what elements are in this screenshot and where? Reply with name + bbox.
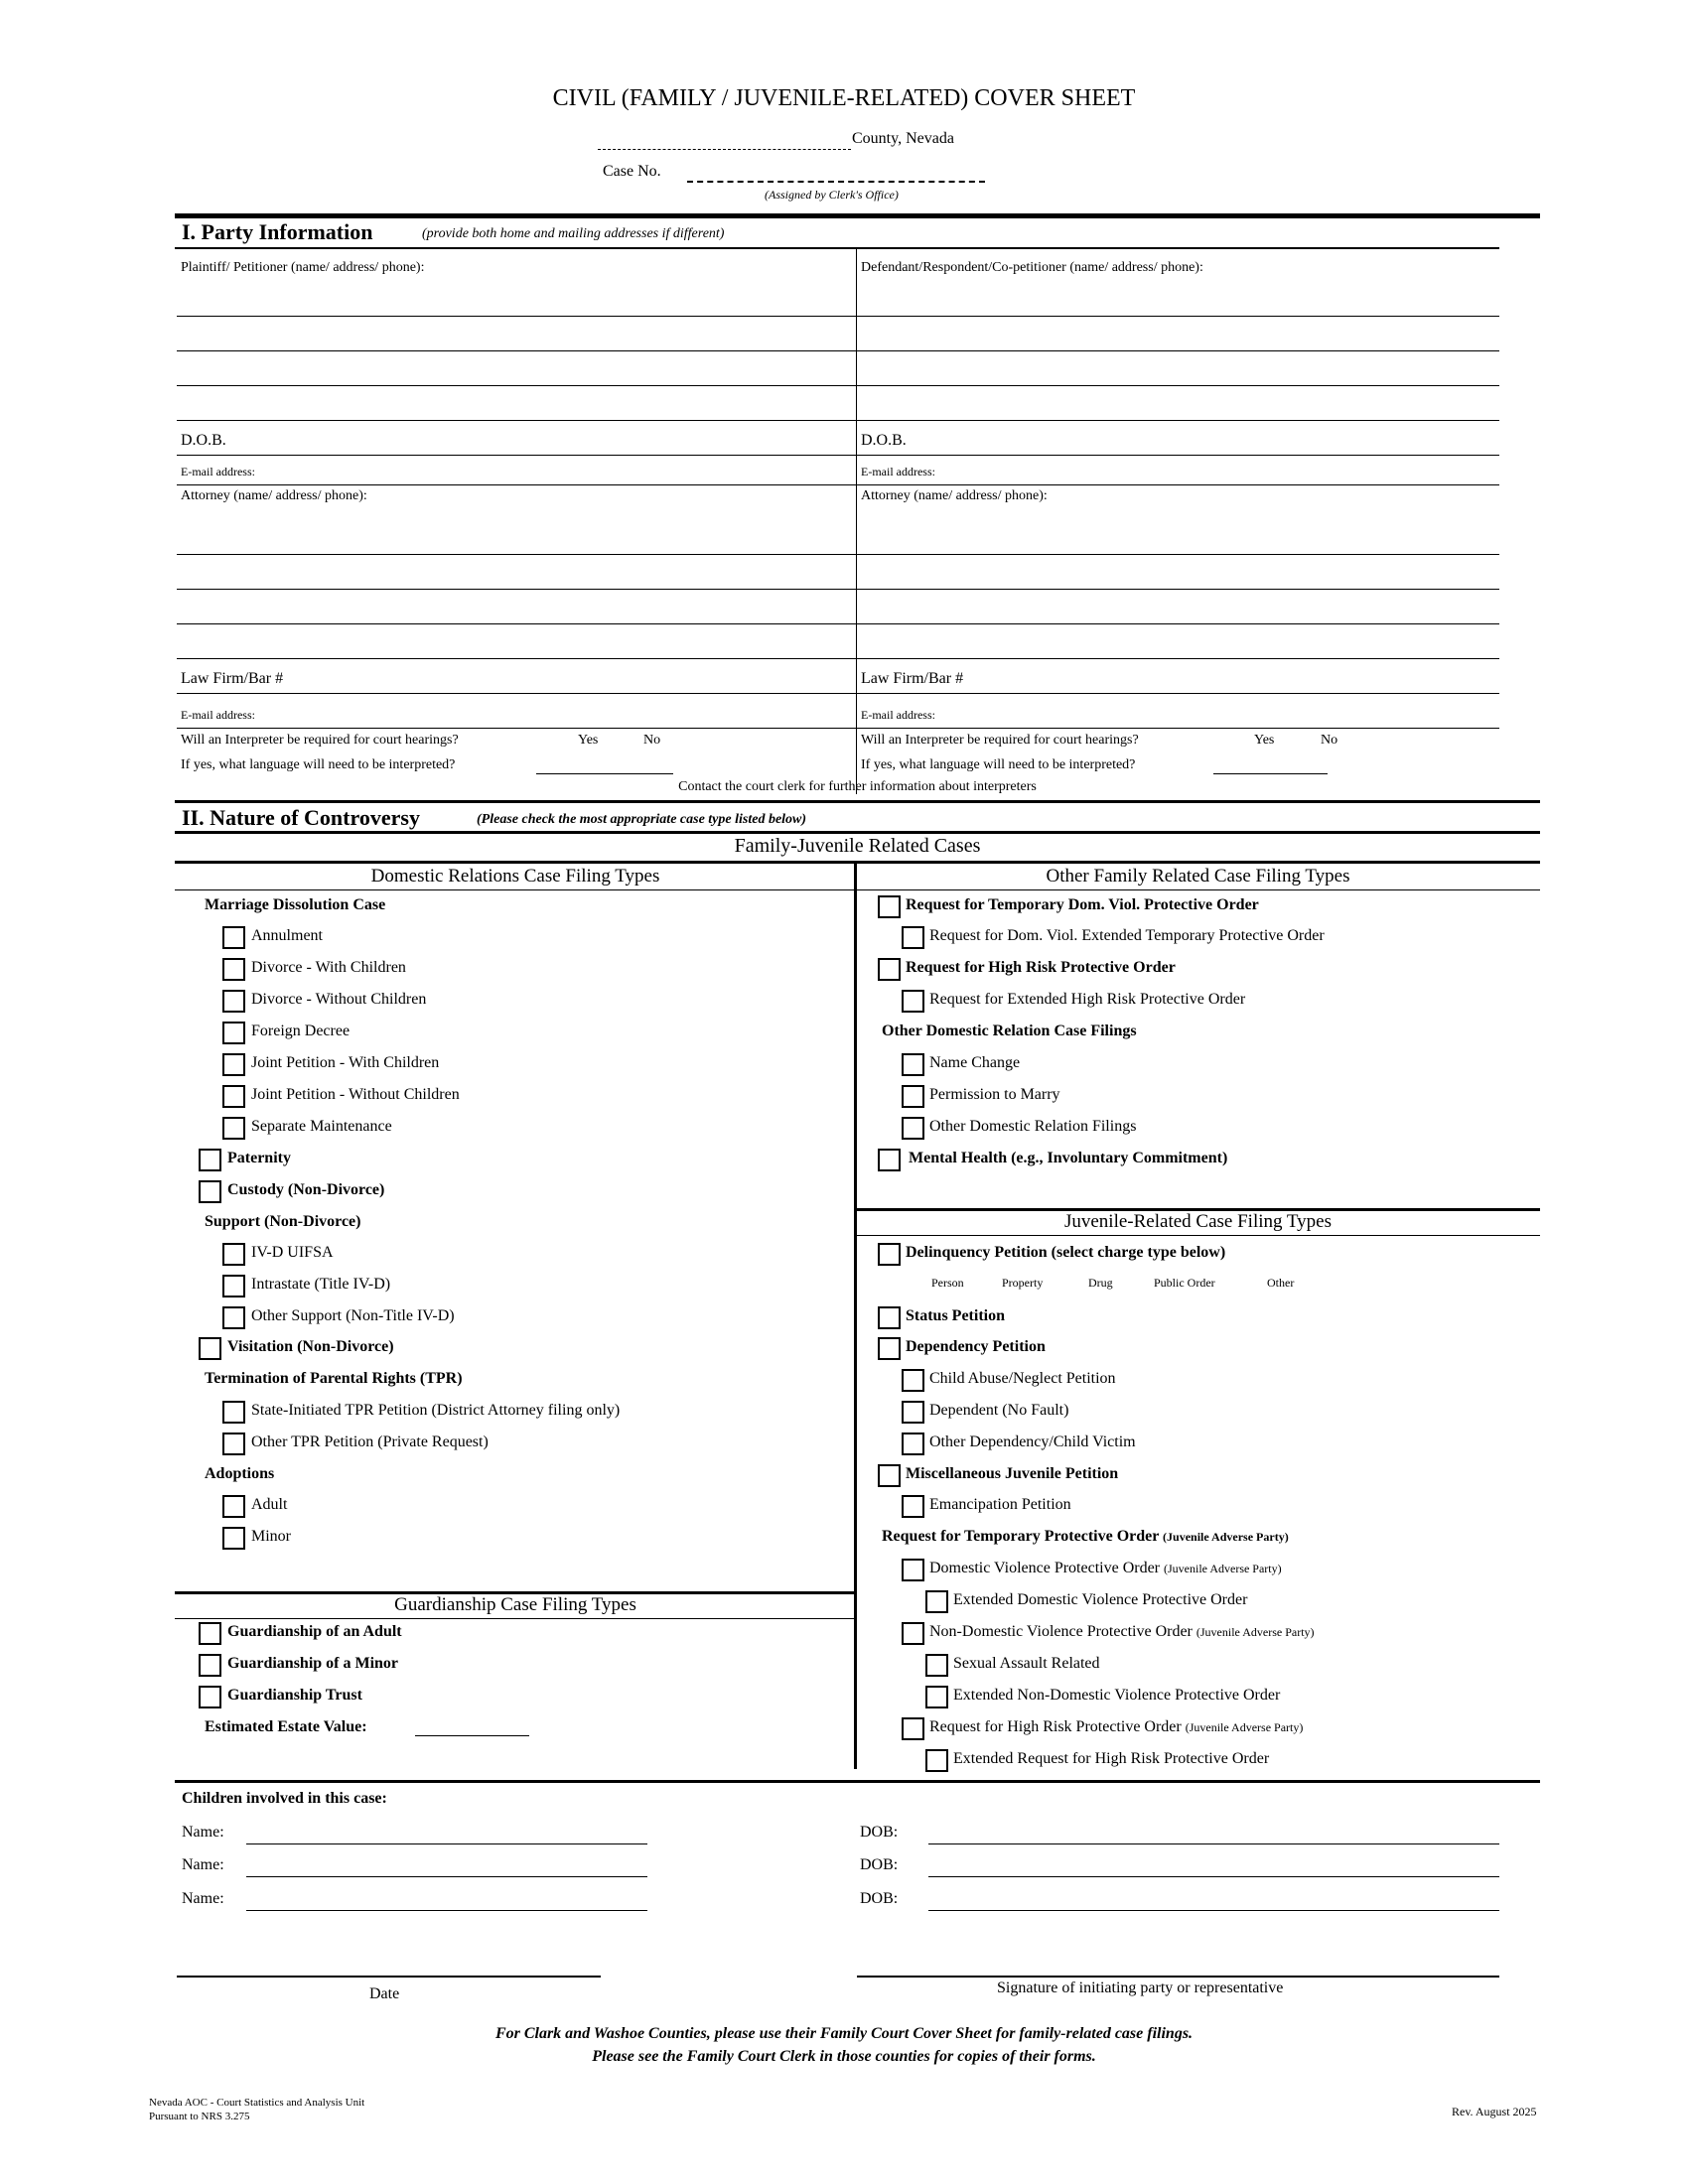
name-change-checkbox[interactable]: [902, 1053, 924, 1076]
hr-po-text: Request for High Risk Protective Order: [929, 1718, 1182, 1735]
sexual-assault-label: Sexual Assault Related: [953, 1655, 1100, 1672]
joint-petition-with-checkbox[interactable]: [222, 1053, 245, 1076]
county-field[interactable]: [598, 131, 851, 150]
child-dob-field[interactable]: [928, 1910, 1499, 1911]
divorce-without-children-checkbox[interactable]: [222, 990, 245, 1013]
other-dom-filings-label: Other Domestic Relation Filings: [929, 1118, 1137, 1135]
plaintiff-email-label: E-mail address:: [181, 465, 255, 478]
ext-dv-label: Request for Dom. Viol. Extended Temporary Protective Order: [929, 927, 1325, 944]
tpr-other-checkbox[interactable]: [222, 1433, 245, 1455]
interpreter-yes[interactable]: Yes: [1254, 733, 1275, 748]
temp-po-heading: [882, 1528, 1289, 1546]
charge-other[interactable]: Other: [1267, 1276, 1295, 1290]
juvenile-adverse-note: (Juvenile Adverse Party): [1185, 1720, 1304, 1734]
ext-non-dv-label: Extended Non-Domestic Violence Protective Order: [953, 1687, 1281, 1704]
aoc-unit: Nevada AOC - Court Statistics and Analysis Unit: [149, 2097, 365, 2109]
date-label: Date: [369, 1985, 400, 2002]
adoption-minor-label: Minor: [251, 1528, 291, 1545]
party-section-note: (provide both home and mailing addresses if different): [422, 226, 725, 241]
email-line[interactable]: [177, 484, 1499, 485]
guardianship-adult-checkbox[interactable]: [199, 1622, 221, 1645]
plaintiff-lawfirm-label: Law Firm/Bar #: [181, 670, 284, 687]
hr-po-checkbox[interactable]: [902, 1717, 924, 1740]
page-title: CIVIL (FAMILY / JUVENILE-RELATED) COVER SHEET: [552, 85, 1136, 111]
delinquency-label: Delinquency Petition (select charge type below): [906, 1244, 1226, 1261]
charge-person[interactable]: Person: [931, 1276, 964, 1290]
rule: [175, 889, 1540, 890]
date-field[interactable]: [177, 1976, 601, 1978]
dv-po-text: Domestic Violence Protective Order: [929, 1560, 1160, 1576]
plaintiff-line[interactable]: [177, 350, 1499, 351]
plaintiff-label: Plaintiff/ Petitioner (name/ address/ phone):: [181, 260, 425, 275]
foreign-decree-checkbox[interactable]: [222, 1022, 245, 1044]
ext-dv-po-label: Extended Domestic Violence Protective Order: [953, 1591, 1248, 1608]
attorney-email-label: E-mail address:: [861, 708, 935, 722]
adoptions-heading: Adoptions: [205, 1465, 275, 1482]
attorney-email-line[interactable]: [177, 728, 1499, 729]
other-support-label: Other Support (Non-Title IV-D): [251, 1307, 455, 1324]
plaintiff-dob-label: D.O.B.: [181, 432, 226, 449]
column-divider: [854, 862, 857, 1769]
child-abuse-checkbox[interactable]: [902, 1369, 924, 1392]
interpreter-question: Will an Interpreter be required for court hearings?: [861, 733, 1139, 748]
misc-juvenile-label: Miscellaneous Juvenile Petition: [906, 1465, 1119, 1482]
custody-label: Custody (Non-Divorce): [227, 1181, 385, 1198]
dependent-checkbox[interactable]: [902, 1401, 924, 1424]
rule: [175, 831, 1540, 834]
charge-property[interactable]: Property: [1002, 1276, 1044, 1290]
defendant-dob-label: D.O.B.: [861, 432, 907, 449]
delinquency-checkbox[interactable]: [878, 1243, 901, 1266]
defendant-email-label: E-mail address:: [861, 465, 935, 478]
party-divider: [856, 248, 857, 794]
dv-po-label: [929, 1560, 1282, 1577]
mental-health-label: Mental Health (e.g., Involuntary Commitment): [909, 1150, 1228, 1166]
family-juvenile-header: Family-Juvenile Related Cases: [734, 835, 981, 857]
assigned-note: (Assigned by Clerk's Office): [765, 188, 899, 202]
estate-value-field[interactable]: [415, 1717, 529, 1736]
other-dependency-label: Other Dependency/Child Victim: [929, 1433, 1136, 1450]
emancipation-checkbox[interactable]: [902, 1495, 924, 1518]
nrs-reference: Pursuant to NRS 3.275: [149, 2111, 250, 2122]
language-field[interactable]: [536, 757, 673, 774]
visitation-checkbox[interactable]: [199, 1337, 221, 1360]
plaintiff-line[interactable]: [177, 316, 1499, 317]
separate-maintenance-checkbox[interactable]: [222, 1117, 245, 1140]
signature-field[interactable]: [857, 1976, 1499, 1978]
interpreter-no[interactable]: No: [1321, 733, 1338, 748]
nature-section-note: (Please check the most appropriate case type listed below): [477, 812, 807, 827]
rule: [856, 1235, 1540, 1236]
interpreter-question: Will an Interpreter be required for court hearings?: [181, 733, 459, 748]
high-risk-label: Request for High Risk Protective Order: [906, 959, 1176, 976]
ext-hr-po-label: Extended Request for High Risk Protective Order: [953, 1750, 1270, 1767]
plaintiff-line[interactable]: [177, 420, 1499, 421]
tpr-heading: Termination of Parental Rights (TPR): [205, 1370, 463, 1387]
charge-public-order[interactable]: Public Order: [1154, 1276, 1215, 1290]
juvenile-adverse-note: (Juvenile Adverse Party): [1196, 1625, 1315, 1639]
separate-maintenance-label: Separate Maintenance: [251, 1118, 392, 1135]
county-label: County, Nevada: [852, 130, 954, 147]
child-name-label: Name:: [182, 1856, 224, 1873]
defendant-attorney-label: Attorney (name/ address/ phone):: [861, 488, 1048, 503]
plaintiff-attorney-label: Attorney (name/ address/ phone):: [181, 488, 367, 503]
case-no-label: Case No.: [603, 163, 661, 180]
tpr-other-label: Other TPR Petition (Private Request): [251, 1433, 489, 1450]
rule: [175, 1618, 856, 1619]
paternity-checkbox[interactable]: [199, 1149, 221, 1171]
footer-note-1: For Clark and Washoe Counties, please use their Family Court Cover Sheet for family-related case filings.: [494, 2025, 1194, 2042]
paternity-label: Paternity: [227, 1150, 291, 1166]
defendant-label: Defendant/Respondent/Co-petitioner (name/ address/ phone):: [861, 260, 1203, 275]
guardianship-trust-checkbox[interactable]: [199, 1686, 221, 1708]
guardianship-trust-label: Guardianship Trust: [227, 1687, 362, 1704]
footer-note-2: Please see the Family Court Clerk in those counties for copies of their forms.: [592, 2048, 1096, 2065]
guardianship-header: Guardianship Case Filing Types: [394, 1594, 636, 1615]
status-petition-checkbox[interactable]: [878, 1306, 901, 1329]
ext-dv-po-checkbox[interactable]: [925, 1590, 948, 1613]
adoption-adult-checkbox[interactable]: [222, 1495, 245, 1518]
mental-health-checkbox[interactable]: [878, 1149, 901, 1171]
child-dob-label: DOB:: [860, 1856, 899, 1873]
tpr-state-label: State-Initiated TPR Petition (District Attorney filing only): [251, 1402, 621, 1419]
dependency-label: Dependency Petition: [906, 1338, 1046, 1355]
juvenile-adverse-note: (Juvenile Adverse Party): [1163, 1530, 1289, 1544]
ext-high-risk-checkbox[interactable]: [902, 990, 924, 1013]
child-dob-field[interactable]: [928, 1843, 1499, 1844]
sexual-assault-checkbox[interactable]: [925, 1654, 948, 1677]
children-heading: Children involved in this case:: [182, 1790, 387, 1807]
interpreter-yes[interactable]: Yes: [578, 733, 599, 748]
permission-marry-label: Permission to Marry: [929, 1086, 1060, 1103]
permission-marry-checkbox[interactable]: [902, 1085, 924, 1108]
ivd-uifsa-label: IV-D UIFSA: [251, 1244, 334, 1261]
dependent-label: Dependent (No Fault): [929, 1402, 1069, 1419]
guardianship-adult-label: Guardianship of an Adult: [227, 1623, 402, 1640]
attorney-line[interactable]: [177, 589, 1499, 590]
other-family-header: Other Family Related Case Filing Types: [1046, 866, 1350, 887]
section-rule: [175, 213, 1540, 218]
language-question: If yes, what language will need to be interpreted?: [861, 757, 1136, 772]
case-no-field[interactable]: [687, 165, 985, 183]
child-abuse-label: Child Abuse/Neglect Petition: [929, 1370, 1116, 1387]
other-domestic-heading: Other Domestic Relation Case Filings: [882, 1023, 1137, 1039]
guardianship-minor-label: Guardianship of a Minor: [227, 1655, 399, 1672]
joint-petition-with-label: Joint Petition - With Children: [251, 1054, 440, 1071]
other-support-checkbox[interactable]: [222, 1306, 245, 1329]
status-petition-label: Status Petition: [906, 1307, 1005, 1324]
misc-juvenile-checkbox[interactable]: [878, 1464, 901, 1487]
high-risk-checkbox[interactable]: [878, 958, 901, 981]
temp-po-heading-text: Request for Temporary Protective Order: [882, 1528, 1160, 1545]
signature-label: Signature of initiating party or representative: [997, 1979, 1284, 1996]
interpreter-no[interactable]: No: [643, 733, 661, 748]
marriage-dissolution-heading: Marriage Dissolution Case: [205, 896, 386, 913]
annulment-checkbox[interactable]: [222, 926, 245, 949]
juvenile-header: Juvenile-Related Case Filing Types: [1063, 1211, 1333, 1232]
child-dob-label: DOB:: [860, 1824, 899, 1841]
ext-hr-po-checkbox[interactable]: [925, 1749, 948, 1772]
adoption-adult-label: Adult: [251, 1496, 288, 1513]
visitation-label: Visitation (Non-Divorce): [227, 1338, 394, 1355]
dob-line[interactable]: [177, 455, 1499, 456]
intrastate-label: Intrastate (Title IV-D): [251, 1276, 391, 1293]
divorce-without-children-label: Divorce - Without Children: [251, 991, 427, 1008]
intrastate-checkbox[interactable]: [222, 1275, 245, 1297]
temp-dv-label: Request for Temporary Dom. Viol. Protective Order: [906, 896, 1259, 913]
child-name-label: Name:: [182, 1824, 224, 1841]
attorney-line[interactable]: [177, 554, 1499, 555]
rule: [175, 247, 1499, 249]
estate-value-label: Estimated Estate Value:: [205, 1718, 367, 1735]
attorney-email-label: E-mail address:: [181, 708, 255, 722]
non-dv-po-text: Non-Domestic Violence Protective Order: [929, 1623, 1193, 1640]
ext-dv-checkbox[interactable]: [902, 926, 924, 949]
hr-po-label: [929, 1718, 1303, 1736]
custody-checkbox[interactable]: [199, 1180, 221, 1203]
dependency-checkbox[interactable]: [878, 1337, 901, 1360]
section-end-rule: [175, 1780, 1540, 1783]
non-dv-po-checkbox[interactable]: [902, 1622, 924, 1645]
lawfirm-line[interactable]: [177, 693, 1499, 694]
emancipation-label: Emancipation Petition: [929, 1496, 1071, 1513]
dv-po-checkbox[interactable]: [902, 1559, 924, 1581]
tpr-state-checkbox[interactable]: [222, 1401, 245, 1424]
child-name-field[interactable]: [246, 1876, 647, 1877]
ext-high-risk-label: Request for Extended High Risk Protective Order: [929, 991, 1246, 1008]
other-dom-filings-checkbox[interactable]: [902, 1117, 924, 1140]
joint-petition-without-label: Joint Petition - Without Children: [251, 1086, 460, 1103]
party-section-title: I. Party Information: [182, 219, 373, 244]
section-rule: [175, 800, 1540, 803]
domestic-header: Domestic Relations Case Filing Types: [370, 866, 660, 887]
guardianship-minor-checkbox[interactable]: [199, 1654, 221, 1677]
annulment-label: Annulment: [251, 927, 323, 944]
temp-dv-checkbox[interactable]: [878, 895, 901, 918]
foreign-decree-label: Foreign Decree: [251, 1023, 351, 1039]
non-dv-po-label: [929, 1623, 1315, 1641]
child-dob-field[interactable]: [928, 1876, 1499, 1877]
charge-drug[interactable]: Drug: [1088, 1276, 1113, 1290]
attorney-line[interactable]: [177, 658, 1499, 659]
nature-section-title: II. Nature of Controversy: [182, 805, 420, 830]
joint-petition-without-checkbox[interactable]: [222, 1085, 245, 1108]
child-name-label: Name:: [182, 1890, 224, 1907]
ext-non-dv-checkbox[interactable]: [925, 1686, 948, 1708]
juvenile-adverse-note: (Juvenile Adverse Party): [1164, 1562, 1282, 1575]
divorce-with-children-label: Divorce - With Children: [251, 959, 406, 976]
divorce-with-children-checkbox[interactable]: [222, 958, 245, 981]
defendant-lawfirm-label: Law Firm/Bar #: [861, 670, 964, 687]
revision-date: Rev. August 2025: [1452, 2105, 1537, 2118]
other-dependency-checkbox[interactable]: [902, 1433, 924, 1455]
ivd-uifsa-checkbox[interactable]: [222, 1243, 245, 1266]
language-question: If yes, what language will need to be interpreted?: [181, 757, 456, 772]
interpreter-contact-note: Contact the court clerk for further information about interpreters: [678, 779, 1037, 794]
adoption-minor-checkbox[interactable]: [222, 1527, 245, 1550]
name-change-label: Name Change: [929, 1054, 1021, 1071]
plaintiff-line[interactable]: [177, 385, 1499, 386]
child-name-field[interactable]: [246, 1910, 647, 1911]
child-name-field[interactable]: [246, 1843, 647, 1844]
child-dob-label: DOB:: [860, 1890, 899, 1907]
language-field[interactable]: [1213, 757, 1328, 774]
attorney-line[interactable]: [177, 623, 1499, 624]
support-heading: Support (Non-Divorce): [205, 1213, 361, 1230]
rule: [175, 861, 1540, 864]
